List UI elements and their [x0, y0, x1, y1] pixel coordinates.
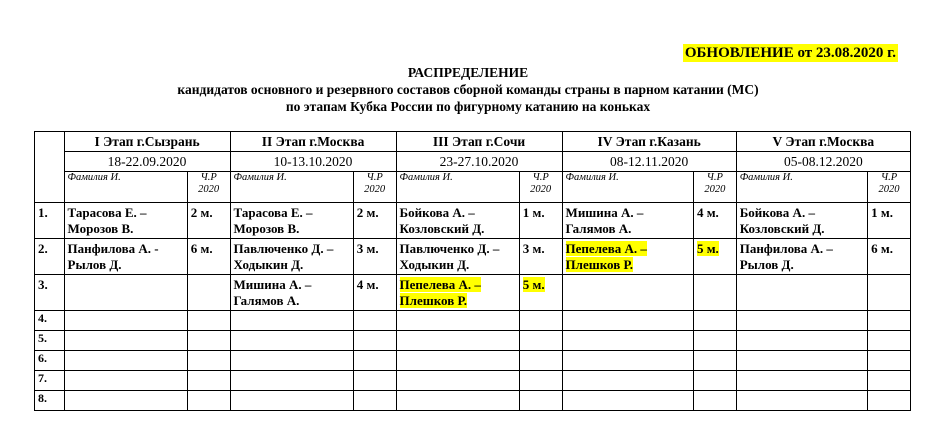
championship-place-cell: [868, 331, 911, 351]
pair-name-cell: [562, 203, 693, 239]
pair-name-cell: [230, 239, 353, 275]
championship-place-cell: 4 м.: [693, 203, 736, 239]
stage-dates-row: [35, 152, 911, 172]
distribution-table: [34, 131, 911, 411]
document-subtitle-1: кандидатов основного и резервного составов сборной команды страны в парном катании (МС): [177, 82, 759, 97]
stage-title: IV Этап г.Казань: [562, 132, 736, 152]
pair-name-cell: [396, 331, 519, 351]
table-row: [35, 371, 911, 391]
championship-place-cell: [353, 331, 396, 351]
row-number: 5.: [35, 331, 65, 351]
row-number: 6.: [35, 351, 65, 371]
pair-name-cell: [230, 351, 353, 371]
place-column-header: [353, 172, 396, 203]
document-title: РАСПРЕДЕЛЕНИЕ: [407, 65, 529, 80]
column-subheader-row: [35, 172, 911, 203]
pair-name-cell: [396, 203, 519, 239]
championship-place-cell: [868, 371, 911, 391]
name-column-header: Фамилия И.: [562, 172, 693, 203]
table-row: [35, 275, 911, 311]
pair-name-line-1: Павлюченко Д. –: [233, 241, 334, 256]
championship-place-cell: [693, 371, 736, 391]
championship-place-cell: [868, 311, 911, 331]
pair-name-cell: [736, 239, 867, 275]
championship-place-cell: [353, 351, 396, 371]
pair-name-cell: [562, 239, 693, 275]
pair-name-cell: [562, 275, 693, 311]
pair-name-line-1: Панфилова А. -: [67, 241, 159, 256]
championship-place-cell: [353, 311, 396, 331]
pair-name-line-2: Морозов В.: [233, 221, 300, 236]
stage-title-row: [35, 132, 911, 152]
pair-name-cell: [562, 331, 693, 351]
update-date-banner: ОБНОВЛЕНИЕ от 23.08.2020 г.: [684, 45, 896, 61]
stage-dates: 08-12.11.2020: [562, 152, 736, 172]
place-header-line-2: 2020: [364, 184, 386, 195]
pair-name-line-2: Ходыкин Д.: [399, 257, 470, 272]
pair-name-line-1: Пепелева А. –: [399, 277, 481, 292]
pair-name-line-2: Ходыкин Д.: [233, 257, 304, 272]
pair-name-cell: [64, 239, 187, 275]
championship-place-cell: [353, 391, 396, 411]
pair-name-line-1: Мишина А. –: [565, 205, 644, 220]
championship-place-cell: [693, 331, 736, 351]
championship-place-cell: 3 м.: [519, 239, 562, 275]
place-column-header: [693, 172, 736, 203]
pair-name-cell: [230, 275, 353, 311]
pair-name-cell: [230, 331, 353, 351]
pair-name-cell: [64, 275, 187, 311]
table-row: [35, 351, 911, 371]
pair-name-cell: [64, 351, 187, 371]
stage-title: II Этап г.Москва: [230, 132, 396, 152]
pair-name-cell: [736, 275, 867, 311]
pair-name-cell: [64, 311, 187, 331]
row-number: 7.: [35, 371, 65, 391]
championship-place-cell: [187, 311, 230, 331]
row-number: 8.: [35, 391, 65, 411]
corner-cell: [35, 132, 65, 203]
place-header-line-1: Ч.Р: [366, 172, 383, 183]
place-column-header: [519, 172, 562, 203]
pair-name-cell: [736, 311, 867, 331]
pair-name-cell: [64, 331, 187, 351]
championship-place-cell: [187, 331, 230, 351]
pair-name-cell: [562, 371, 693, 391]
championship-place-cell: [519, 371, 562, 391]
pair-name-cell: [736, 351, 867, 371]
pair-name-cell: [562, 351, 693, 371]
championship-place-cell: [353, 371, 396, 391]
pair-name-line-1: Тарасова Е. –: [233, 205, 313, 220]
stage-title: I Этап г.Сызрань: [64, 132, 230, 152]
pair-name-cell: [736, 391, 867, 411]
championship-place-cell: 6 м.: [187, 239, 230, 275]
stage-title: V Этап г.Москва: [736, 132, 910, 152]
stage-title: III Этап г.Сочи: [396, 132, 562, 152]
pair-name-cell: [230, 311, 353, 331]
championship-place-cell: [868, 351, 911, 371]
pair-name-cell: [562, 311, 693, 331]
pair-name-cell: [396, 239, 519, 275]
championship-place-cell: 6 м.: [868, 239, 911, 275]
pair-name-line-2: Козловский Д.: [399, 221, 485, 236]
championship-place-cell: [693, 275, 736, 311]
pair-name-line-1: Павлюченко Д. –: [399, 241, 500, 256]
table-row: [35, 391, 911, 411]
championship-place-cell: [868, 275, 911, 311]
championship-place-cell: [187, 275, 230, 311]
championship-place-cell: [693, 351, 736, 371]
pair-name-cell: [736, 371, 867, 391]
pair-name-line-1: Бойкова А. –: [399, 205, 475, 220]
name-column-header: Фамилия И.: [736, 172, 867, 203]
championship-place-cell: [519, 311, 562, 331]
pair-name-cell: [230, 391, 353, 411]
pair-name-line-2: Плешков Р.: [565, 257, 634, 272]
table-row: [35, 311, 911, 331]
name-column-header: Фамилия И.: [64, 172, 187, 203]
pair-name-cell: [396, 275, 519, 311]
pair-name-cell: [396, 351, 519, 371]
championship-place-cell: 4 м.: [353, 275, 396, 311]
pair-name-line-1: Мишина А. –: [233, 277, 312, 292]
championship-place-cell: [519, 351, 562, 371]
pair-name-cell: [230, 371, 353, 391]
pair-name-line-2: Рылов Д.: [739, 257, 794, 272]
row-number: 2.: [35, 239, 65, 275]
pair-name-cell: [64, 391, 187, 411]
championship-place-cell: 3 м.: [353, 239, 396, 275]
stage-dates: 23-27.10.2020: [396, 152, 562, 172]
pair-name-cell: [64, 371, 187, 391]
table-row: [35, 203, 911, 239]
championship-place-cell: 2 м.: [187, 203, 230, 239]
pair-name-line-1: Панфилова А. –: [739, 241, 833, 256]
pair-name-cell: [736, 331, 867, 351]
championship-place-cell: 5 м.: [519, 275, 562, 311]
place-header-line-1: Ч.Р: [200, 172, 217, 183]
pair-name-line-1: Бойкова А. –: [739, 205, 815, 220]
row-number: 3.: [35, 275, 65, 311]
pair-name-line-2: Морозов В.: [67, 221, 134, 236]
pair-name-cell: [396, 391, 519, 411]
place-header-line-1: Ч.Р: [532, 172, 549, 183]
name-column-header: Фамилия И.: [230, 172, 353, 203]
pair-name-line-2: Галямов А.: [565, 221, 632, 236]
championship-place-cell: [868, 391, 911, 411]
place-column-header: [187, 172, 230, 203]
championship-place-cell: [693, 391, 736, 411]
pair-name-cell: [396, 311, 519, 331]
table-row: [35, 331, 911, 351]
stage-dates: 10-13.10.2020: [230, 152, 396, 172]
place-header-line-1: Ч.Р: [706, 172, 723, 183]
pair-name-line-2: Плешков Р.: [399, 293, 468, 308]
name-column-header: Фамилия И.: [396, 172, 519, 203]
championship-place-cell: 1 м.: [868, 203, 911, 239]
championship-place-cell: 1 м.: [519, 203, 562, 239]
pair-name-cell: [562, 391, 693, 411]
table-row: [35, 239, 911, 275]
championship-place-cell: 2 м.: [353, 203, 396, 239]
pair-name-line-2: Галямов А.: [233, 293, 300, 308]
stage-dates: 18-22.09.2020: [64, 152, 230, 172]
row-number: 4.: [35, 311, 65, 331]
pair-name-cell: [64, 203, 187, 239]
championship-place-cell: [187, 391, 230, 411]
document-subtitle-2: по этапам Кубка России по фигурному катанию на коньках: [285, 99, 651, 114]
pair-name-line-1: Пепелева А. –: [565, 241, 647, 256]
place-header-line-2: 2020: [878, 184, 900, 195]
pair-name-cell: [230, 203, 353, 239]
place-header-line-2: 2020: [704, 184, 726, 195]
pair-name-cell: [396, 371, 519, 391]
championship-place-cell: [187, 371, 230, 391]
place-header-line-1: Ч.Р: [880, 172, 898, 183]
pair-name-cell: [736, 203, 867, 239]
place-column-header: [868, 172, 911, 203]
stage-dates: 05-08.12.2020: [736, 152, 910, 172]
place-header-line-2: 2020: [530, 184, 552, 195]
pair-name-line-2: Козловский Д.: [739, 221, 825, 236]
row-number: 1.: [35, 203, 65, 239]
championship-place-cell: 5 м.: [693, 239, 736, 275]
championship-place-cell: [519, 391, 562, 411]
championship-place-cell: [519, 331, 562, 351]
pair-name-line-2: Рылов Д.: [67, 257, 122, 272]
pair-name-line-1: Тарасова Е. –: [67, 205, 147, 220]
championship-place-cell: [187, 351, 230, 371]
place-header-line-2: 2020: [198, 184, 220, 195]
championship-place-cell: [693, 311, 736, 331]
